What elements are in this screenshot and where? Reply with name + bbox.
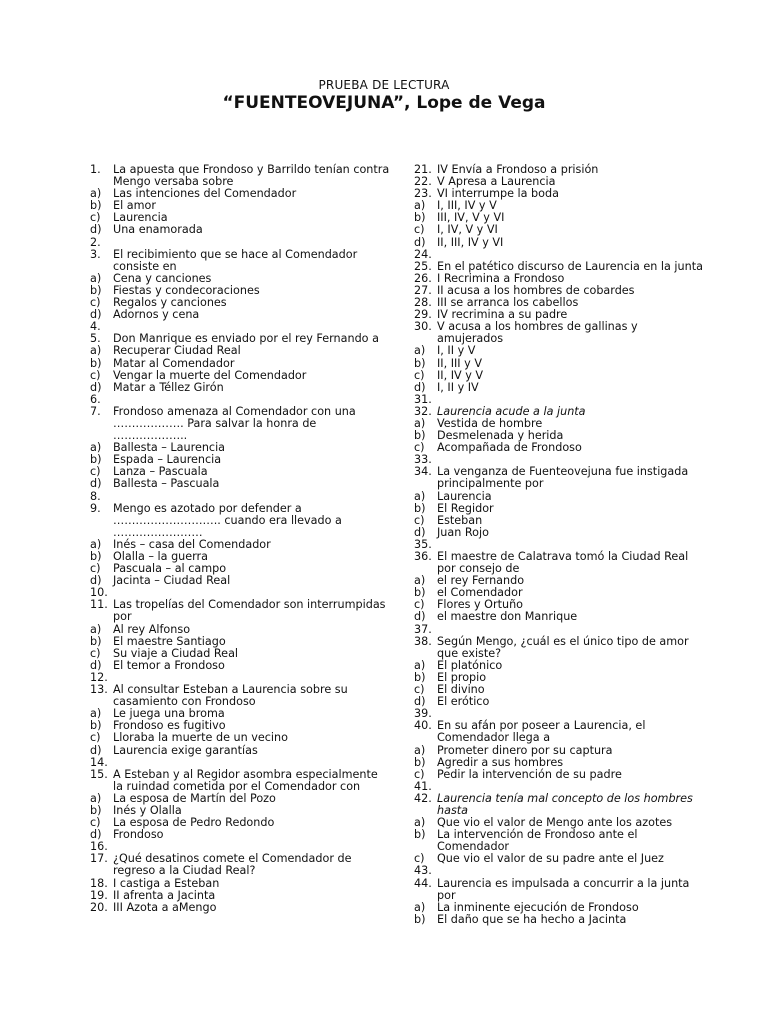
answer-option bbox=[414, 914, 704, 926]
option-letter: c) bbox=[90, 211, 101, 225]
question-text: IV Envía a Frondoso a prisión bbox=[437, 163, 599, 176]
question-text: Frondoso amenaza al Comendador con una ………………. Para salvar la honra de ……………….. bbox=[113, 404, 356, 443]
answer-option bbox=[414, 902, 704, 914]
option-letter: a) bbox=[414, 489, 426, 503]
answer-option bbox=[90, 358, 390, 370]
document-title: “FUENTEOVEJUNA”, Lope de Vega bbox=[222, 93, 546, 113]
left-question-column bbox=[90, 164, 390, 914]
question-text bbox=[437, 865, 704, 877]
option-text: Que vio el valor de Mengo ante los azotes bbox=[437, 816, 673, 830]
option-text: Juan Rojo bbox=[437, 525, 489, 539]
question-text: Laurencia acude a la junta bbox=[437, 404, 586, 418]
option-letter: d) bbox=[414, 695, 426, 709]
option-letter: d) bbox=[90, 223, 102, 237]
option-text: el maestre don Manrique bbox=[437, 610, 578, 624]
question-text: Laurencia tenía mal concepto de los hombres hasta bbox=[437, 791, 693, 817]
question-text: En el patético discurso de Laurencia en la junta bbox=[437, 259, 703, 273]
answer-option bbox=[414, 370, 704, 382]
option-letter: d) bbox=[414, 525, 426, 539]
question-number: 19. bbox=[90, 888, 108, 902]
answer-option bbox=[414, 611, 704, 623]
option-text: Flores y Ortuño bbox=[437, 598, 524, 612]
question-number: 8. bbox=[90, 489, 101, 503]
answer-option bbox=[90, 636, 390, 648]
option-text: Espada – Laurencia bbox=[113, 453, 222, 467]
option-text: Recuperar Ciudad Real bbox=[113, 344, 241, 358]
option-letter: a) bbox=[90, 791, 102, 805]
question-item bbox=[414, 321, 704, 345]
option-letter: b) bbox=[414, 211, 426, 225]
question-text: Al consultar Esteban a Laurencia sobre su casamiento con Frondoso bbox=[113, 683, 348, 709]
question-number: 12. bbox=[90, 670, 108, 684]
question-number: 38. bbox=[414, 634, 432, 648]
option-letter: a) bbox=[414, 658, 426, 672]
option-letter: d) bbox=[90, 743, 102, 757]
option-text: Frondoso bbox=[113, 828, 164, 842]
answer-option bbox=[90, 345, 390, 357]
question-text: II afrenta a Jacinta bbox=[113, 888, 216, 902]
question-text: III Azota a aMengo bbox=[113, 900, 217, 914]
question-number: 1. bbox=[90, 163, 101, 176]
question-text: Según Mengo, ¿cuál es el único tipo de amor que existe? bbox=[437, 634, 689, 660]
option-text: Una enamorada bbox=[113, 223, 203, 237]
option-letter: a) bbox=[90, 707, 102, 721]
option-text: Lanza – Pascuala bbox=[113, 465, 208, 479]
option-text: Ballesta – Laurencia bbox=[113, 441, 226, 455]
option-letter: c) bbox=[90, 816, 101, 830]
option-text: Le juega una broma bbox=[113, 707, 225, 721]
option-letter: c) bbox=[90, 562, 101, 576]
option-letter: b) bbox=[414, 828, 426, 842]
question-number: 26. bbox=[414, 271, 432, 285]
option-letter: b) bbox=[90, 550, 102, 563]
question-item bbox=[90, 902, 390, 914]
option-letter: c) bbox=[90, 465, 101, 479]
option-letter: d) bbox=[90, 658, 102, 672]
option-text: El platónico bbox=[437, 658, 503, 672]
question-item bbox=[90, 237, 390, 249]
option-text: Adornos y cena bbox=[113, 308, 200, 322]
question-item bbox=[414, 878, 704, 902]
question-number: 13. bbox=[90, 683, 108, 697]
question-text: El maestre de Calatrava tomó la Ciudad Real por consejo de bbox=[437, 550, 689, 576]
option-text: Inés y Olalla bbox=[113, 803, 182, 817]
option-letter: a) bbox=[90, 344, 102, 358]
question-text: El recibimiento que se hace al Comendador consiste en bbox=[113, 247, 358, 273]
option-text: Laurencia bbox=[113, 211, 168, 225]
question-number: 39. bbox=[414, 707, 432, 721]
option-text: II, III y V bbox=[437, 356, 482, 370]
option-text: El daño que se ha hecho a Jacinta bbox=[437, 912, 627, 926]
answer-option bbox=[90, 370, 390, 382]
question-number: 37. bbox=[414, 622, 432, 636]
answer-option bbox=[90, 382, 390, 394]
answer-option bbox=[90, 224, 390, 236]
option-letter: b) bbox=[90, 453, 102, 467]
question-number: 14. bbox=[90, 755, 108, 769]
question-text: V Apresa a Laurencia bbox=[437, 175, 556, 189]
question-item bbox=[90, 853, 390, 877]
option-letter: d) bbox=[90, 380, 102, 394]
option-text: Al rey Alfonso bbox=[113, 622, 191, 636]
question-text: V acusa a los hombres de gallinas y amujerados bbox=[437, 320, 638, 346]
question-text bbox=[113, 237, 390, 249]
option-letter: a) bbox=[90, 441, 102, 455]
option-text: Fiestas y condecoraciones bbox=[113, 283, 260, 297]
answer-option bbox=[414, 345, 704, 357]
question-number: 22. bbox=[414, 175, 432, 189]
answer-option bbox=[90, 309, 390, 321]
option-letter: d) bbox=[414, 610, 426, 624]
question-item bbox=[414, 720, 704, 744]
answer-option bbox=[414, 515, 704, 527]
document-subtitle: PRUEBA DE LECTURA bbox=[318, 78, 450, 92]
question-number: 30. bbox=[414, 320, 432, 334]
option-text: Su viaje a Ciudad Real bbox=[113, 646, 239, 660]
question-text: II acusa a los hombres de cobardes bbox=[437, 283, 635, 297]
option-letter: c) bbox=[90, 368, 101, 382]
question-number: 35. bbox=[414, 537, 432, 551]
question-number: 5. bbox=[90, 332, 101, 346]
option-letter: a) bbox=[90, 271, 102, 285]
option-text: Vestida de hombre bbox=[437, 416, 543, 430]
question-text: La venganza de Fuenteovejuna fue instigada principalmente por bbox=[437, 465, 689, 491]
question-item bbox=[414, 793, 704, 817]
option-letter: d) bbox=[90, 477, 102, 491]
option-letter: c) bbox=[414, 441, 425, 455]
question-number: 21. bbox=[414, 163, 432, 176]
question-number: 27. bbox=[414, 283, 432, 297]
question-item bbox=[90, 878, 390, 890]
option-text: I, III, IV y V bbox=[437, 199, 497, 213]
option-letter: a) bbox=[90, 187, 102, 201]
option-text: I, IV, V y VI bbox=[437, 223, 498, 237]
option-letter: c) bbox=[414, 513, 425, 527]
question-number: 15. bbox=[90, 767, 108, 781]
option-letter: b) bbox=[90, 719, 102, 733]
question-text bbox=[437, 249, 704, 261]
option-text: el Comendador bbox=[437, 586, 523, 600]
question-item bbox=[414, 865, 704, 877]
option-text: Esteban bbox=[437, 513, 483, 527]
question-number: 9. bbox=[90, 501, 101, 515]
option-letter: b) bbox=[90, 634, 102, 648]
question-item bbox=[90, 769, 390, 793]
option-text: El divino bbox=[437, 683, 485, 697]
question-item bbox=[90, 890, 390, 902]
option-letter: d) bbox=[90, 574, 102, 588]
answer-option bbox=[90, 745, 390, 757]
option-text: Pascuala – al campo bbox=[113, 562, 227, 576]
answer-option bbox=[414, 237, 704, 249]
option-letter: c) bbox=[414, 223, 425, 237]
question-item bbox=[90, 684, 390, 708]
option-text: Desmelenada y herida bbox=[437, 429, 564, 443]
question-text: La apuesta que Frondoso y Barrildo tenían contra Mengo versaba sobre bbox=[113, 163, 390, 189]
option-letter: d) bbox=[90, 828, 102, 842]
question-number: 40. bbox=[414, 719, 432, 733]
option-letter: c) bbox=[414, 852, 425, 866]
option-text: El erótico bbox=[437, 695, 490, 709]
option-letter: a) bbox=[414, 900, 426, 914]
option-letter: a) bbox=[414, 416, 426, 430]
question-number: 25. bbox=[414, 259, 432, 273]
question-number: 36. bbox=[414, 550, 432, 563]
answer-option bbox=[90, 732, 390, 744]
answer-option bbox=[414, 503, 704, 515]
answer-option bbox=[90, 575, 390, 587]
question-item bbox=[414, 249, 704, 261]
question-item bbox=[414, 466, 704, 490]
question-text: Mengo es azotado por defender a ……………………….. cuando era llevado a …………………… bbox=[113, 501, 342, 539]
question-item bbox=[90, 503, 390, 539]
option-text: III, IV, V y VI bbox=[437, 211, 505, 225]
option-letter: d) bbox=[414, 380, 426, 394]
option-text: Jacinta – Ciudad Real bbox=[113, 574, 231, 588]
option-text: Agredir a sus hombres bbox=[437, 755, 564, 769]
question-text: VI interrumpe la boda bbox=[437, 187, 559, 201]
question-number: 44. bbox=[414, 876, 432, 890]
option-text: Que vio el valor de su padre ante el Juez bbox=[437, 852, 664, 866]
question-text: En su afán por poseer a Laurencia, el Comendador llega a bbox=[437, 719, 646, 745]
question-item bbox=[414, 636, 704, 660]
question-item bbox=[90, 249, 390, 273]
answer-option bbox=[414, 757, 704, 769]
option-letter: a) bbox=[414, 574, 426, 588]
option-letter: c) bbox=[414, 767, 425, 781]
question-number: 43. bbox=[414, 864, 432, 878]
option-text: Inés – casa del Comendador bbox=[113, 537, 271, 551]
option-text: El propio bbox=[437, 670, 487, 684]
option-text: II, IV y V bbox=[437, 368, 484, 382]
option-text: Prometer dinero por su captura bbox=[437, 743, 613, 757]
question-text: ¿Qué desatinos comete el Comendador de regreso a la Ciudad Real? bbox=[113, 852, 352, 878]
option-text: Acompañada de Frondoso bbox=[437, 441, 582, 455]
question-number: 11. bbox=[90, 598, 108, 612]
answer-option bbox=[414, 853, 704, 865]
question-text: A Esteban y al Regidor asombra especialmente la ruindad cometida por el Comendador con bbox=[113, 767, 378, 793]
option-letter: c) bbox=[414, 598, 425, 612]
question-number: 28. bbox=[414, 296, 432, 310]
option-text: El amor bbox=[113, 199, 156, 213]
question-number: 34. bbox=[414, 465, 432, 479]
option-letter: a) bbox=[90, 537, 102, 551]
answer-option bbox=[414, 358, 704, 370]
option-letter: b) bbox=[414, 356, 426, 370]
question-number: 42. bbox=[414, 791, 432, 805]
option-letter: a) bbox=[414, 344, 426, 358]
question-number: 4. bbox=[90, 320, 101, 334]
question-item bbox=[90, 406, 390, 442]
question-number: 31. bbox=[414, 392, 432, 406]
question-text bbox=[437, 624, 704, 636]
question-number: 24. bbox=[414, 247, 432, 261]
question-number: 7. bbox=[90, 404, 101, 418]
question-number: 41. bbox=[414, 779, 432, 793]
answer-option bbox=[414, 442, 704, 454]
option-text: Ballesta – Pascuala bbox=[113, 477, 220, 491]
answer-option bbox=[414, 829, 704, 853]
option-text: Laurencia exige garantías bbox=[113, 743, 258, 757]
question-item bbox=[90, 164, 390, 188]
option-text: Frondoso es fugitivo bbox=[113, 719, 226, 733]
question-item bbox=[414, 624, 704, 636]
question-text: III se arranca los cabellos bbox=[437, 296, 579, 310]
option-text: La esposa de Pedro Redondo bbox=[113, 816, 275, 830]
option-text: Regalos y canciones bbox=[113, 296, 227, 310]
option-text: El temor a Frondoso bbox=[113, 658, 225, 672]
question-text: Don Manrique es enviado por el rey Fernando a bbox=[113, 332, 379, 346]
option-letter: c) bbox=[90, 731, 101, 745]
option-letter: a) bbox=[414, 743, 426, 757]
option-text: La esposa de Martín del Pozo bbox=[113, 791, 276, 805]
option-letter: d) bbox=[90, 308, 102, 322]
question-number: 2. bbox=[90, 235, 101, 249]
question-number: 20. bbox=[90, 900, 108, 914]
question-text: Laurencia es impulsada a concurrir a la junta por bbox=[437, 876, 690, 902]
option-letter: b) bbox=[90, 199, 102, 213]
option-letter: a) bbox=[414, 199, 426, 213]
option-text: Matar al Comendador bbox=[113, 356, 235, 370]
option-text: Matar a Téllez Girón bbox=[113, 380, 224, 394]
option-letter: c) bbox=[90, 296, 101, 310]
question-number: 10. bbox=[90, 586, 108, 600]
option-letter: c) bbox=[414, 368, 425, 382]
option-text: I, II y V bbox=[437, 344, 476, 358]
option-letter: a) bbox=[90, 622, 102, 636]
question-number: 32. bbox=[414, 404, 432, 418]
question-number: 17. bbox=[90, 852, 108, 866]
question-number: 3. bbox=[90, 247, 101, 261]
option-letter: c) bbox=[90, 646, 101, 660]
option-letter: b) bbox=[414, 429, 426, 443]
option-text: Cena y canciones bbox=[113, 271, 212, 285]
option-letter: b) bbox=[414, 912, 426, 926]
question-number: 16. bbox=[90, 840, 108, 854]
option-letter: b) bbox=[414, 755, 426, 769]
option-text: Laurencia bbox=[437, 489, 492, 503]
option-text: el rey Fernando bbox=[437, 574, 525, 588]
question-text bbox=[113, 757, 390, 769]
option-text: El maestre Santiago bbox=[113, 634, 226, 648]
question-text: IV recrimina a su padre bbox=[437, 308, 568, 322]
question-number: 29. bbox=[414, 308, 432, 322]
option-letter: b) bbox=[414, 501, 426, 515]
document-header bbox=[0, 78, 768, 113]
answer-option bbox=[90, 660, 390, 672]
option-letter: b) bbox=[90, 283, 102, 297]
question-number: 18. bbox=[90, 876, 108, 890]
answer-option bbox=[414, 745, 704, 757]
option-text: Vengar la muerte del Comendador bbox=[113, 368, 307, 382]
answer-option bbox=[414, 382, 704, 394]
question-item bbox=[90, 491, 390, 503]
answer-option bbox=[414, 491, 704, 503]
question-number: 33. bbox=[414, 453, 432, 467]
question-text: I Recrimina a Frondoso bbox=[437, 271, 565, 285]
question-text: Las tropelías del Comendador son interrumpidas por bbox=[113, 598, 386, 624]
answer-option bbox=[90, 624, 390, 636]
option-letter: b) bbox=[90, 356, 102, 370]
right-question-column bbox=[414, 164, 704, 926]
answer-option bbox=[90, 829, 390, 841]
answer-option bbox=[414, 224, 704, 236]
answer-option bbox=[414, 769, 704, 781]
option-text: Olalla – la guerra bbox=[113, 550, 209, 563]
answer-option bbox=[90, 478, 390, 490]
option-text: El Regidor bbox=[437, 501, 494, 515]
option-letter: d) bbox=[414, 235, 426, 249]
option-text: Lloraba la muerte de un vecino bbox=[113, 731, 288, 745]
option-text: I, II y IV bbox=[437, 380, 479, 394]
option-text: La inminente ejecución de Frondoso bbox=[437, 900, 639, 914]
option-text: Las intenciones del Comendador bbox=[113, 187, 297, 201]
question-item bbox=[90, 599, 390, 623]
option-letter: a) bbox=[414, 816, 426, 830]
option-text: II, III, IV y VI bbox=[437, 235, 504, 249]
question-item bbox=[414, 551, 704, 575]
answer-option bbox=[414, 696, 704, 708]
question-text bbox=[113, 491, 390, 503]
option-letter: c) bbox=[414, 683, 425, 697]
option-letter: b) bbox=[414, 670, 426, 684]
answer-option bbox=[414, 527, 704, 539]
question-number: 23. bbox=[414, 187, 432, 201]
question-item bbox=[90, 757, 390, 769]
option-letter: b) bbox=[90, 803, 102, 817]
option-text: Pedir la intervención de su padre bbox=[437, 767, 622, 781]
question-number: 6. bbox=[90, 392, 101, 406]
option-text: La intervención de Frondoso ante el Comendador bbox=[437, 828, 638, 854]
question-text: I castiga a Esteban bbox=[113, 876, 220, 890]
option-letter: b) bbox=[414, 586, 426, 600]
